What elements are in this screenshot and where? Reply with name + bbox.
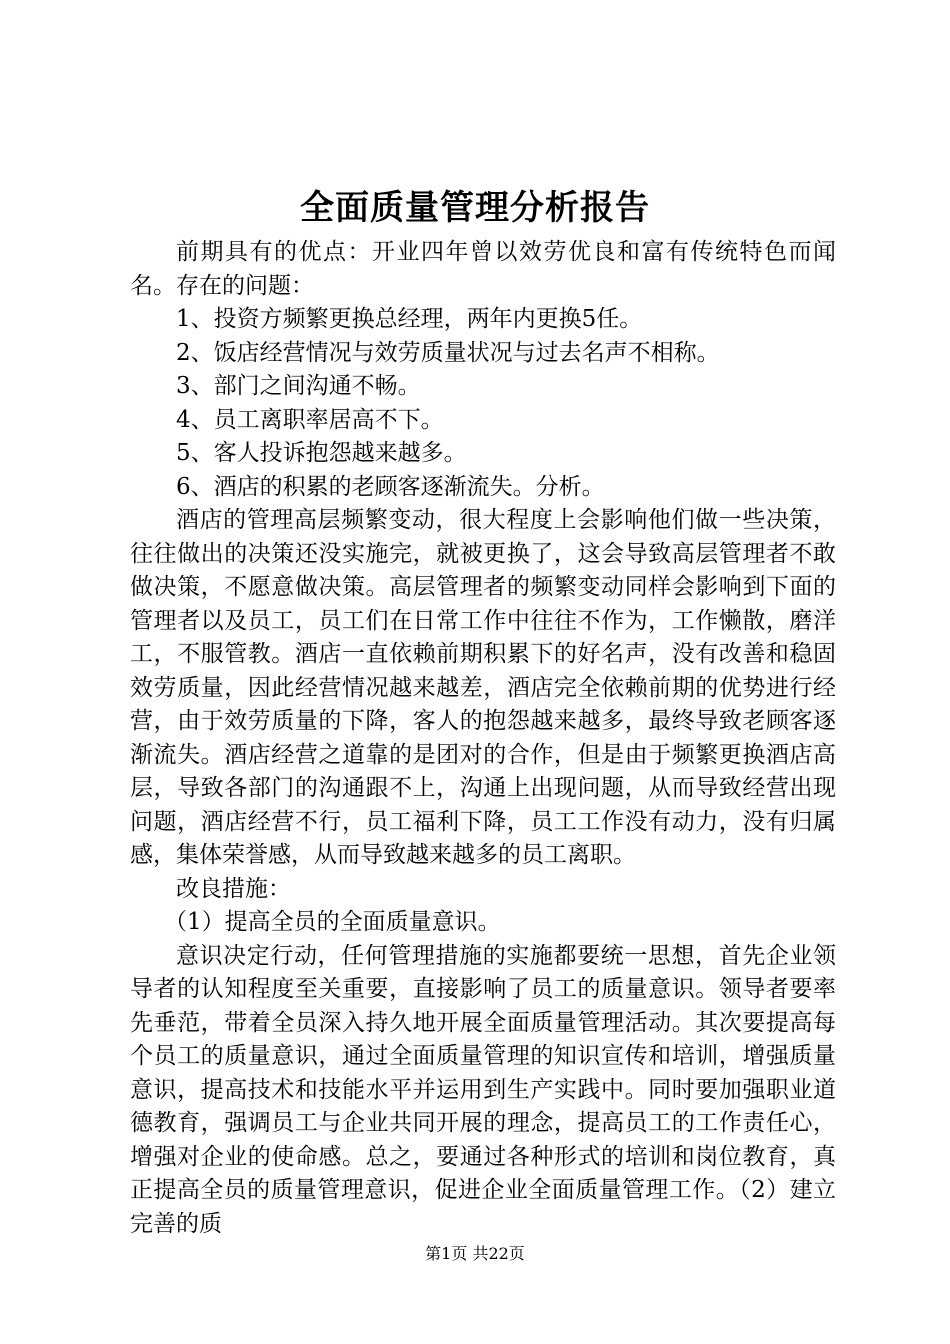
- list-item-5: 5、客人投诉抱怨越来越多。: [176, 440, 467, 466]
- list-item-4: 4、员工离职率居高不下。: [176, 406, 444, 433]
- list-item-3: 3、部门之间沟通不畅。: [176, 373, 421, 399]
- document-title: 全面质量管理分析报告: [300, 188, 650, 228]
- list-item-1: 1、投资方频繁更换总经理，两年内更换5任。: [176, 306, 643, 332]
- list-item-6: 6、酒店的积累的老顾客逐渐流失。分析。: [176, 473, 605, 500]
- list-item-2: 2、饭店经营情况与效劳质量状况与过去名声不相称。: [176, 339, 720, 366]
- paragraph-quality-awareness: 意识决定行动，任何管理措施的实施都要统一思想，首先企业领导者的认知程度至关重要，直接影响了员工的质量意识。领导者要率先垂范，带着全员深入持久地开展全面质量管理活动。其次要提高每个员工的质量意识，通过全面质量管理的知识宣传和培训，增强质量意识，提高技术和技能水平并运用到生产实践中。同时要加强职业道德教育，强调员工与企业共同开展的理念，提高员工的工作责任心，增强对企业的使命感。总之，要通过各种形式的培训和岗位教育，真正提高全员的质量管理意识，促进企业全面质量管理工作。（2）建立完善的质: [130, 942, 836, 1237]
- paragraph-improvement-heading: 改良措施：: [176, 875, 291, 902]
- document-body: [130, 236, 836, 1241]
- page-footer: 第1页 共22页: [425, 1244, 525, 1263]
- paragraph-subheading-1: （1）提高全员的全面质量意识。: [164, 909, 501, 935]
- paragraph-analysis: 酒店的管理高层频繁变动，很大程度上会影响他们做一些决策，往往做出的决策还没实施完，就被更换了，这会导致高层管理者不敢做决策，不愿意做决策。高层管理者的频繁变动同样会影响到下面的管理者以及员工，员工们在日常工作中往往不作为，工作懒散，磨洋工，不服管教。酒店一直依赖前期积累下的好名声，没有改善和稳固效劳质量，因此经营情况越来越差，酒店完全依赖前期的优势进行经营，由于效劳质量的下降，客人的抱怨越来越多，最终导致老顾客逐渐流失。酒店经营之道靠的是团对的合作，但是由于频繁更换酒店高层，导致各部门的沟通跟不上，沟通上出现问题，从而导致经营出现问题，酒店经营不行，员工福利下降，员工工作没有动力，没有归属感，集体荣誉感，从而导致越来越多的员工离职。: [130, 507, 836, 868]
- paragraph-intro: 前期具有的优点：开业四年曾以效劳优良和富有传统特色而闻名。存在的问题：: [130, 239, 836, 299]
